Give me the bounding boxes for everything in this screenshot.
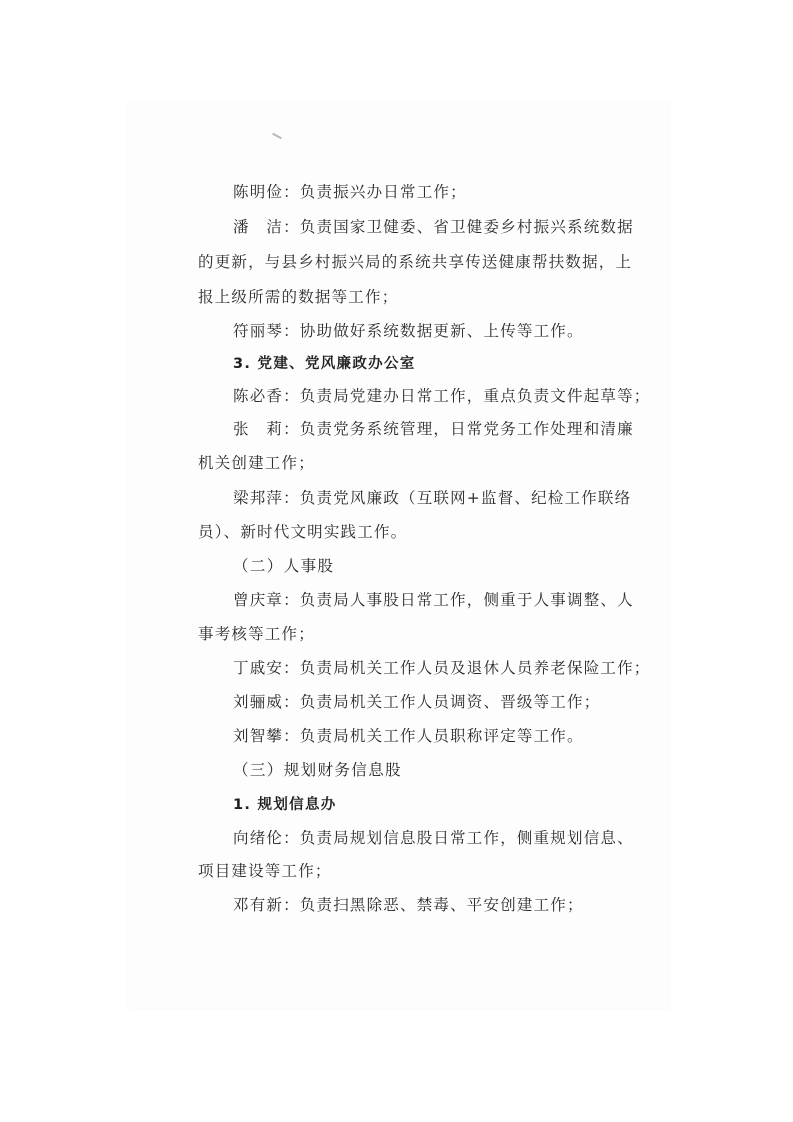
text-line: 向绪伦：负责局规划信息股日常工作，侧重规划信息、 bbox=[233, 829, 634, 847]
text-line: 项目建设等工作； bbox=[198, 862, 332, 880]
text-line: 张 莉：负责党务系统管理，日常党务工作处理和清廉 bbox=[233, 420, 634, 438]
text-line: 报上级所需的数据等工作； bbox=[198, 288, 399, 306]
text-line: 机关创建工作； bbox=[198, 454, 315, 472]
text-line: 员）、新时代文明实践工作。 bbox=[198, 523, 408, 541]
text-line: 曾庆章：负责局人事股日常工作，侧重于人事调整、人 bbox=[233, 591, 634, 609]
text-line: 刘骊威：负责局机关工作人员调资、晋级等工作； bbox=[233, 693, 601, 711]
text-line: 刘智攀：负责局机关工作人员职称评定等工作。 bbox=[233, 727, 584, 745]
subsection-heading: 3. 党建、党风廉政办公室 bbox=[233, 356, 416, 372]
text-line: 邓有新：负责扫黑除恶、禁毒、平安创建工作； bbox=[233, 896, 584, 914]
subsection-heading: 1. 规划信息办 bbox=[233, 797, 337, 813]
text-line: 事考核等工作； bbox=[198, 625, 315, 643]
text-line: 潘 洁：负责国家卫健委、省卫健委乡村振兴系统数据 bbox=[233, 218, 634, 236]
section-heading: （三）规划财务信息股 bbox=[233, 761, 403, 779]
text-line: 陈明俭：负责振兴办日常工作； bbox=[233, 183, 467, 201]
section-heading: （二）人事股 bbox=[233, 557, 335, 575]
text-line: 梁邦萍：负责党风廉政（互联网+监督、纪检工作联络 bbox=[233, 489, 632, 507]
text-line: 符丽琴：协助做好系统数据更新、上传等工作。 bbox=[233, 322, 584, 340]
text-line: 陈必香：负责局党建办日常工作，重点负责文件起草等； bbox=[233, 387, 651, 405]
text-line: 丁戚安：负责局机关工作人员及退休人员养老保险工作； bbox=[233, 659, 651, 677]
text-line: 的更新，与县乡村振兴局的系统共享传送健康帮扶数据，上 bbox=[198, 253, 633, 271]
